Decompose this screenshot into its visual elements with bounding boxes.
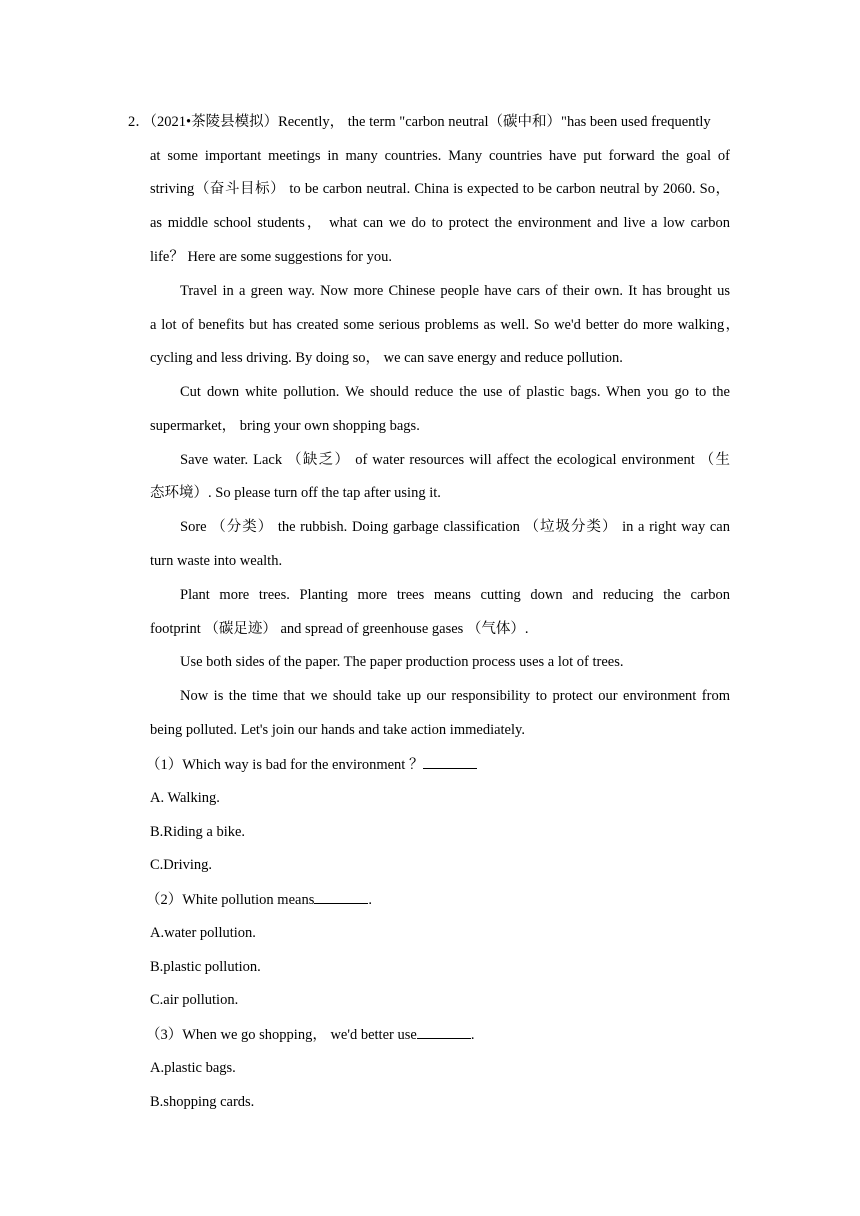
sub-question-3-stem — [146, 1024, 474, 1044]
passage-line-19: being polluted. Let's join our hands and take action immediately. — [150, 722, 525, 738]
passage-line-11: Save water. Lack （缺乏） of water resources will affect the ecological environment （生 — [180, 452, 730, 468]
sub-question-3-option-b: B.shopping cards. — [150, 1094, 255, 1110]
sub-question-2-suffix: . — [368, 892, 372, 908]
sub-question-3-text: （3）When we go shopping， we'd better use — [146, 1027, 417, 1043]
passage-line-10: supermarket， bring your own shopping bags. — [150, 418, 420, 434]
sub-question-1-option-b: B.Riding a bike. — [150, 824, 246, 840]
passage-line-5: life？ Here are some suggestions for you. — [150, 249, 393, 265]
passage-line-4: as middle school students， what can we do to protect the environment and live a low carbon — [150, 215, 730, 231]
passage-line-17: Use both sides of the paper. The paper production process uses a lot of trees. — [180, 654, 624, 670]
sub-question-1-stem — [146, 754, 477, 774]
passage-line-6: Travel in a green way. Now more Chinese people have cars of their own. It has brought us — [180, 283, 730, 299]
sub-question-1-option-a: A. Walking. — [150, 790, 220, 806]
answer-blank-3[interactable] — [417, 1024, 471, 1039]
passage-line-1: Recently， the term "carbon neutral（碳中和）"has been used frequently — [278, 114, 711, 130]
answer-blank-2[interactable] — [314, 889, 368, 904]
passage-line-16: footprint （碳足迹） and spread of greenhouse gases （气体）. — [150, 621, 529, 637]
passage-line-8: cycling and less driving. By doing so， we can save energy and reduce pollution. — [150, 350, 623, 366]
question-header-line — [128, 112, 730, 132]
sub-question-1-text: （1）Which way is bad for the environment ？ — [146, 757, 424, 773]
sub-question-2-stem — [146, 889, 372, 909]
sub-question-1-option-c: C.Driving. — [150, 857, 213, 873]
sub-question-2-text: （2）White pollution means — [146, 892, 315, 908]
question-source: （2021•茶陵县模拟） — [149, 114, 279, 130]
question-number: 2． — [128, 114, 150, 130]
passage-line-14: turn waste into wealth. — [150, 553, 283, 569]
answer-blank-1[interactable] — [423, 754, 477, 769]
sub-question-3-suffix: . — [470, 1027, 475, 1043]
sub-question-2-option-b: B.plastic pollution. — [150, 959, 261, 975]
passage-line-3: striving（奋斗目标） to be carbon neutral. China is expected to be carbon neutral by 2060. So， — [150, 181, 730, 197]
sub-question-2-option-c: C.air pollution. — [150, 992, 239, 1008]
passage-line-13: Sore （分类） the rubbish. Doing garbage classification （垃圾分类） in a right way can — [180, 519, 730, 535]
passage-line-12: 态环境）. So please turn off the tap after using it. — [150, 485, 441, 501]
passage-line-9: Cut down white pollution. We should reduce the use of plastic bags. When you go to the — [180, 384, 730, 400]
sub-question-2-option-a: A.water pollution. — [150, 925, 256, 941]
passage-line-2: at some important meetings in many countries. Many countries have put forward the goal of — [150, 148, 730, 164]
passage-line-15: Plant more trees. Planting more trees means cutting down and reducing the carbon — [180, 587, 730, 603]
sub-question-3-option-a: A.plastic bags. — [150, 1060, 236, 1076]
passage-line-18: Now is the time that we should take up our responsibility to protect our environment from — [180, 688, 730, 704]
passage-line-7: a lot of benefits but has created some serious problems as well. So we'd better do more walking， — [150, 317, 740, 333]
